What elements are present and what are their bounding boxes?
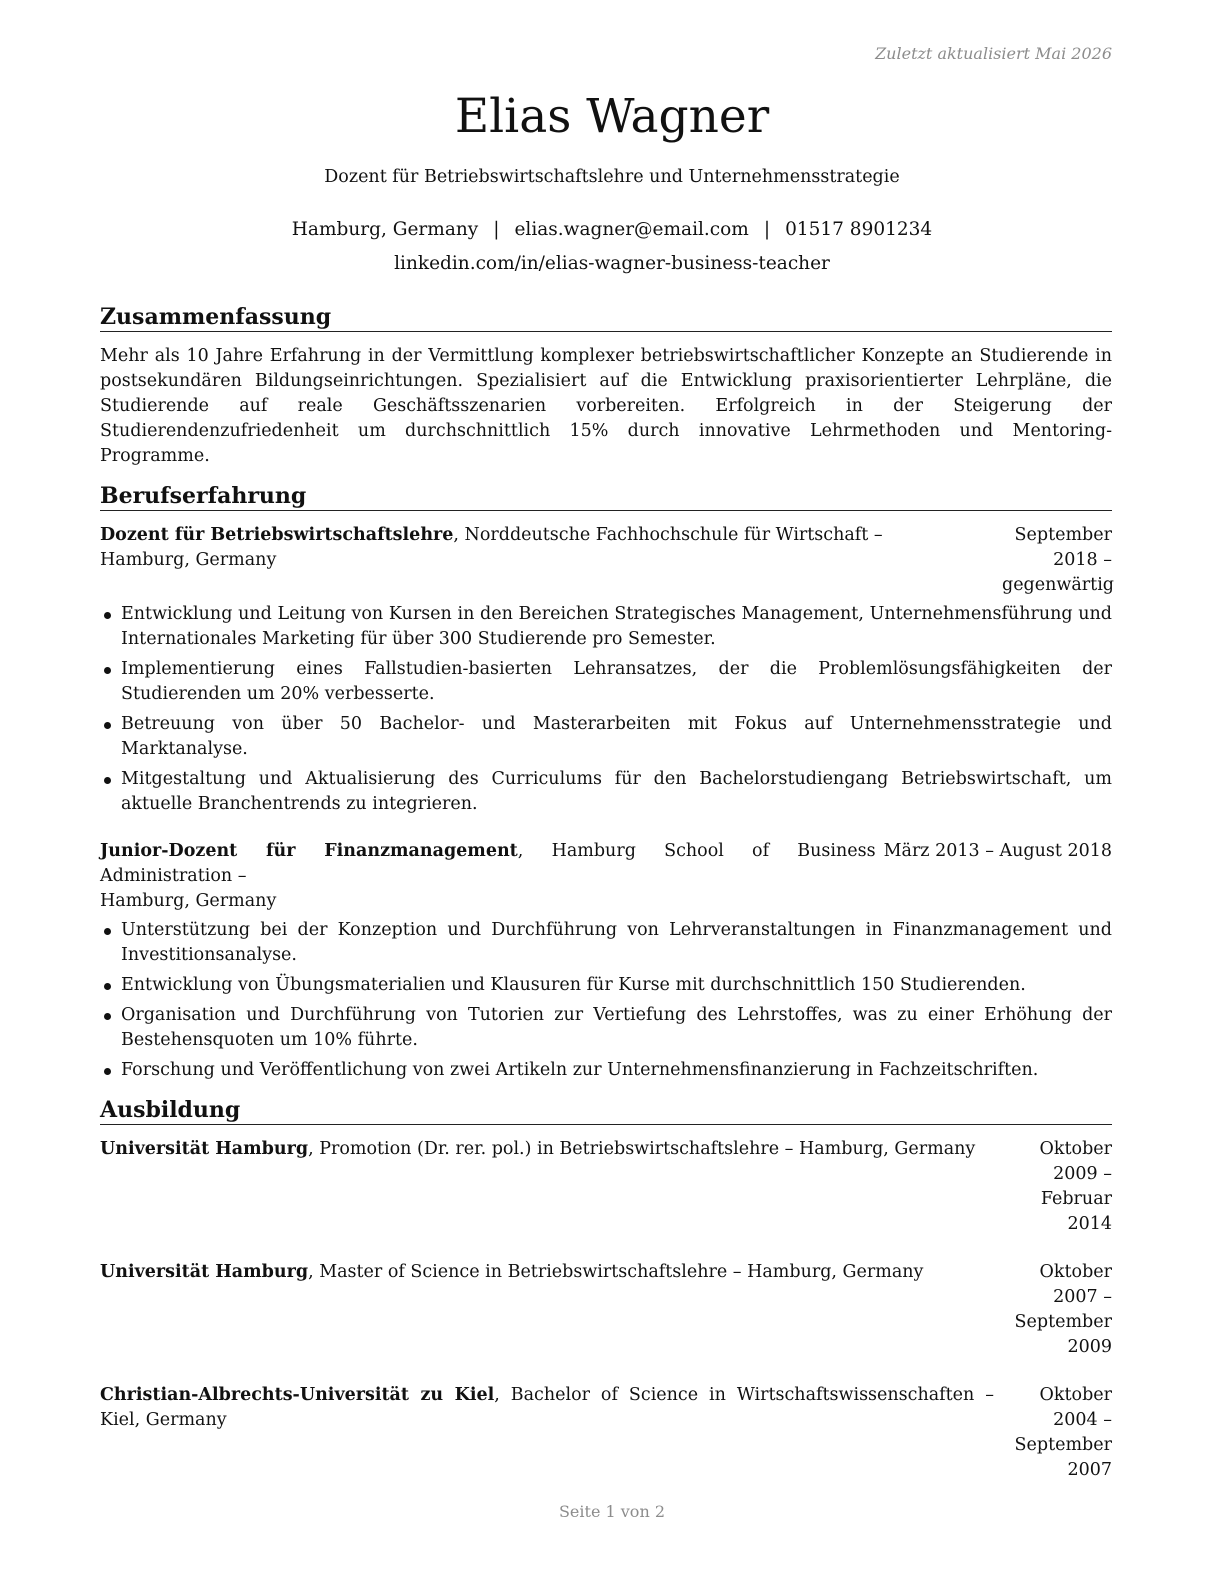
bullet-icon <box>104 983 111 990</box>
page-title: Elias Wagner <box>454 89 770 144</box>
education-dates: Oktober 2007 – September 2009 <box>1014 1262 1112 1357</box>
section-title-summary: Zusammenfassung <box>100 304 1112 332</box>
list-item: Entwicklung und Leitung von Kursen in den Bereichen Strategisches Management, Unternehmensführung und Internationales Marketing für über 300 Studierende pro Semester. <box>100 602 1112 652</box>
bullet-icon <box>104 777 111 784</box>
bullet-icon <box>104 667 111 674</box>
bullet-icon <box>104 722 111 729</box>
bullet-icon <box>104 928 111 935</box>
list-item: Forschung und Veröffentlichung von zwei Artikeln zur Unternehmensfinanzierung in Fachzeitschriften. <box>100 1058 1112 1083</box>
job-entry <box>100 839 1112 1083</box>
job-entry <box>100 523 1112 817</box>
contact-line <box>0 219 1224 240</box>
education-degree: , Bachelor of Science in Wirtschaftswissenschaften – Kiel, Germany <box>100 1385 994 1430</box>
job-header <box>100 839 1112 914</box>
job-dates: September 2018 – gegenwärtig <box>1002 525 1114 595</box>
job-role: Dozent für Betriebswirtschaftslehre <box>100 525 454 545</box>
job-bullet-list <box>100 602 1112 817</box>
linkedin-link[interactable]: linkedin.com/in/elias-wagner-business-teacher <box>394 253 830 274</box>
page-number: Seite 1 von 2 <box>558 1502 666 1521</box>
education-info <box>100 1383 994 1433</box>
job-role: Junior-Dozent für Finanzmanagement <box>100 841 518 861</box>
bullet-icon <box>104 1013 111 1020</box>
education-entry <box>100 1383 1112 1483</box>
job-bullet-list <box>100 918 1112 1083</box>
list-item: Entwicklung von Übungsmaterialien und Klausuren für Kurse mit durchschnittlich 150 Studierenden. <box>100 973 1112 998</box>
job-location: Hamburg, Germany <box>100 891 277 911</box>
last-updated-note: Zuletzt aktualisiert Mai 2026 <box>875 44 1112 63</box>
summary-text: Mehr als 10 Jahre Erfahrung in der Vermittlung komplexer betriebswirtschaftlicher Konzepte an Studierende in postsekundären Bildungseinrichtungen. Spezialisiert auf die Entwicklung praxisorientierter Lehrpläne, die Studierende auf reale Geschäftsszenarien vorbereiten. Erfolgreich in der Steigerung der Studierendenzufriedenheit um durchschnittlich 15% durch innovative Lehrmethoden und Mentoring-Programme. <box>100 346 1112 466</box>
job-info <box>100 839 876 914</box>
job-org: , Norddeutsche Fachhochschule für Wirtschaft – <box>453 525 883 545</box>
contact-location: Hamburg, Germany <box>291 219 479 240</box>
contact-separator: | <box>493 219 500 240</box>
bullet-icon <box>104 1068 111 1075</box>
contact-email-link[interactable]: elias.wagner@email.com <box>514 219 749 240</box>
contact-phone: 01517 8901234 <box>785 219 933 240</box>
resume-content <box>100 304 1112 1506</box>
education-entry <box>100 1260 1112 1360</box>
education-entry <box>100 1137 1112 1237</box>
education-degree: , Master of Science in Betriebswirtschaftslehre – Hamburg, Germany <box>308 1262 924 1282</box>
education-school: Universität Hamburg <box>100 1139 309 1159</box>
job-location: Hamburg, Germany <box>100 550 277 570</box>
education-school: Universität Hamburg <box>100 1262 309 1282</box>
job-title: Dozent für Betriebswirtschaftslehre und Unternehmensstrategie <box>324 167 900 187</box>
education-dates: Oktober 2004 – September 2007 <box>1014 1385 1112 1480</box>
education-info <box>100 1260 994 1285</box>
education-school: Christian-Albrechts-Universität zu Kiel <box>100 1385 495 1405</box>
job-org: , Hamburg School of Business Administration – <box>100 841 876 886</box>
education-info <box>100 1137 994 1162</box>
list-item: Betreuung von über 50 Bachelor- und Masterarbeiten mit Fokus auf Unternehmensstrategie und Marktanalyse. <box>100 712 1112 762</box>
bullet-icon <box>104 612 111 619</box>
section-title-experience: Berufserfahrung <box>100 483 1112 511</box>
job-header <box>100 523 1112 598</box>
education-dates: Oktober 2009 – Februar 2014 <box>1039 1139 1112 1234</box>
list-item: Mitgestaltung und Aktualisierung des Curriculums für den Bachelorstudiengang Betriebswirtschaft, um aktuelle Branchentrends zu integrieren. <box>100 767 1112 817</box>
list-item: Unterstützung bei der Konzeption und Durchführung von Lehrveranstaltungen in Finanzmanagement und Investitionsanalyse. <box>100 918 1112 968</box>
contact-separator: | <box>763 219 771 240</box>
list-item: Organisation und Durchführung von Tutorien zur Vertiefung des Lehrstoffes, was zu einer Erhöhung der Bestehensquoten um 10% führte. <box>100 1003 1112 1053</box>
list-item: Implementierung eines Fallstudien-basierten Lehransatzes, der die Problemlösungsfähigkeiten der Studierenden um 20% verbesserte. <box>100 657 1112 707</box>
job-info <box>100 523 994 573</box>
job-dates: März 2013 – August 2018 <box>883 841 1112 861</box>
section-title-education: Ausbildung <box>100 1097 1112 1125</box>
education-degree: , Promotion (Dr. rer. pol.) in Betriebswirtschaftslehre – Hamburg, Germany <box>308 1139 976 1159</box>
